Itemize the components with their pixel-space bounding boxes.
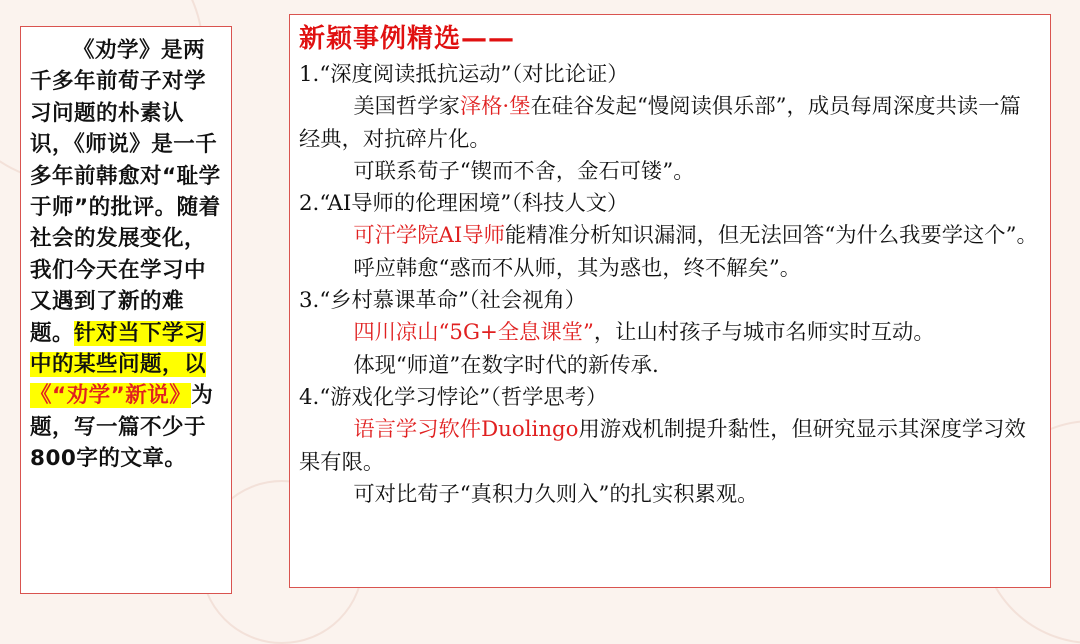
examples-title: 新颖事例精选—— — [299, 24, 516, 54]
example-body-4 — [299, 414, 1042, 479]
example-body-pre: 美国哲学家 — [353, 94, 460, 120]
prompt-panel — [20, 26, 232, 594]
example-heading-4: 4.“游戏化学习悖论”（哲学思考） — [299, 384, 608, 410]
example-note-4: 可对比荀子“真积力久则入”的扎实积累观。 — [353, 481, 759, 507]
prompt-highlight-title: 《“劝学”新说》 — [30, 383, 192, 409]
examples-content — [299, 59, 1042, 511]
example-body-post: 能精准分析知识漏洞，但无法回答“为什么我要学这个”。 — [504, 223, 1038, 249]
example-heading-3: 3.“乡村慕课革命”（社会视角） — [299, 288, 587, 314]
prompt-highlight-b: ，以 — [162, 352, 207, 378]
example-body-red: 语言学习软件Duolingo — [353, 417, 579, 443]
example-heading-1: 1.“深度阅读抵抗运动”（对比论证） — [299, 62, 629, 87]
prompt-highlight-a: 针对当下学习中的某些问题 — [30, 320, 207, 378]
example-body-1 — [299, 91, 1042, 156]
example-body-post: ，让山村孩子与城市名师实时互动。 — [593, 320, 935, 346]
example-heading-2: 2.“AI导师的伦理困境”（科技人文） — [299, 191, 629, 217]
example-body-3 — [299, 317, 1042, 349]
example-body-2 — [299, 220, 1042, 252]
prompt-part2: 为题，写一篇不少于800字的文章。 — [30, 383, 214, 472]
example-note-2: 呼应韩愈“惑而不从师，其为惑也，终不解矣”。 — [353, 255, 802, 281]
prompt-text — [30, 35, 221, 475]
prompt-part1: 《劝学》是两千多年前荀子对学习问题的朴素认识，《师说》是一千多年前韩愈对“耻学于师”的批评。随着社会的发展变化，我们今天在学习中又遇到了新的难题。 — [30, 38, 221, 346]
example-body-post: 在硅谷发起“慢阅读俱乐部”，成员每周深度共读一篇经典，对抗碎片化。 — [299, 94, 1021, 152]
example-body-red: 泽格·堡 — [459, 94, 531, 120]
example-note-1: 可联系荀子“锲而不舍，金石可镂”。 — [353, 158, 695, 184]
example-note-3: 体现“师道”在数字时代的新传承. — [353, 352, 659, 378]
example-body-post: 用游戏机制提升黏性，但研究显示其深度学习效果有限。 — [299, 417, 1026, 475]
example-body-red: 可汗学院AI导师 — [353, 223, 505, 249]
example-body-red: 四川凉山“5G+全息课堂” — [353, 320, 594, 346]
examples-panel — [289, 14, 1051, 588]
